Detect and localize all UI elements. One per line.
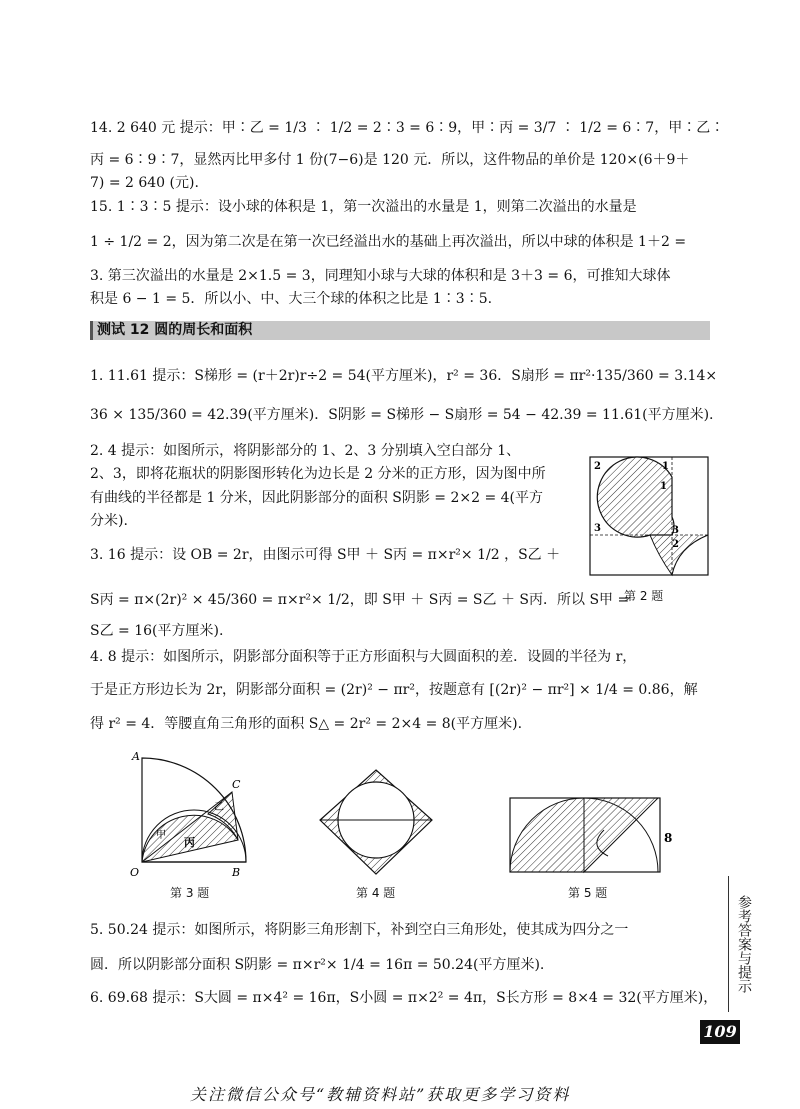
q1-line2: 36 × 135/360 = 42.39(平方厘米)．S阴影 = S梯形 − S扇形 = 54 − 42.39 = 11.61(平方厘米). [90,407,714,423]
q2-line4: 分米). [90,513,128,529]
figure-3 [128,748,248,878]
figure-4 [316,768,436,878]
footer-note: 关注微信公众号“教辅资料站”获取更多学习资料 [190,1085,571,1104]
fig2-label-1a: 1 [662,461,669,472]
fig2-label-2a: 2 [594,461,601,472]
q5-line1: 5. 50.24 提示：如图所示，将阴影三角形割下，补到空白三角形处，使其成为四分之一 [90,922,629,938]
q6-line1: 6. 69.68 提示：S大圆 = π×4² = 16π，S小圆 = π×2² = 4π，S长方形 = 8×4 = 32(平方厘米)， [90,990,718,1006]
fig2-caption: 第 2 题 [624,589,664,603]
fig3-label-bing: 丙 [184,836,195,849]
q2-line2: 2、3，即将花瓶状的阴影图形转化为边长是 2 分米的正方形，因为图中所 [90,466,546,482]
side-label: 参考答案与提示 [728,876,759,1012]
fig2-label-1b: 1 [660,481,667,492]
q14-line1: 14. 2 640 元 提示：甲∶乙 = 1/3 ∶ 1/2 = 2∶3 = 6∶9，甲∶丙 = 3/7 ∶ 1/2 = 6∶7，甲∶乙∶ [90,120,725,136]
q15-line3: 3. 第三次溢出的水量是 2×1.5 = 3，同理知小球与大球的体积和是 3＋3 = 6，可推知大球体 [90,268,671,284]
q3-line2: S丙 = π×(2r)² × 45/360 = π×r²× 1/2，即 S甲 ＋ S丙 = S乙 ＋ S丙．所以 S甲 = [90,592,630,608]
fig5-label-8: 8 [664,831,673,845]
section-title: 测试 12 圆的周长和面积 [90,321,710,340]
fig3-label-o: O [130,866,140,878]
q4-line3: 得 r² = 4．等腰直角三角形的面积 S△ = 2r² = 2×4 = 8(平方厘米). [90,716,523,732]
q15-line4: 积是 6 − 1 = 5．所以小、中、大三个球的体积之比是 1∶3∶5. [90,291,493,307]
q2-line3: 有曲线的半径都是 1 分米，因此阴影部分的面积 S阴影 = 2×2 = 4(平方 [90,490,544,506]
figure-2 [588,455,712,579]
fig4-caption: 第 4 题 [356,886,396,900]
q3-line3: S乙 = 16(平方厘米). [90,623,224,639]
q1-line1: 1. 11.61 提示：S梯形 = (r＋2r)r÷2 = 54(平方厘米)，r² = 36．S扇形 = πr²·135/360 = 3.14× [90,368,718,384]
fig5-caption: 第 5 题 [568,886,608,900]
fig3-caption: 第 3 题 [170,886,210,900]
fig5-quarter-shaded [510,798,584,872]
q14-line3: 7) = 2 640 (元). [90,175,199,191]
fig2-label-2b: 2 [672,539,679,550]
fig3-label-c: C [232,778,241,791]
fig5-triangle-shaded [584,798,658,872]
q14-line2: 丙 = 6∶9∶7，显然丙比甲多付 1 份(7−6)是 120 元．所以，这件物品的单价是 120×(6＋9＋ [90,152,690,168]
q15-line1: 15. 1∶3∶5 提示：设小球的体积是 1，第一次溢出的水量是 1，则第二次溢出的水量是 [90,199,637,215]
fig3-label-a: A [132,750,140,763]
figure-5 [508,796,678,876]
q15-line2: 1 ÷ 1/2 = 2，因为第二次是在第一次已经溢出水的基础上再次溢出，所以中球的体积是 1＋2 = [90,234,687,250]
q4-line2: 于是正方形边长为 2r，阴影部分面积 = (2r)² − πr²，按题意有 [(2r)² − πr²] × 1/4 = 0.86，解 [90,682,698,698]
fig3-label-yi: 乙 [214,802,224,813]
fig3-label-b: B [232,866,241,878]
page-number: 109 [700,1020,740,1044]
q2-line1: 2. 4 提示：如图所示，将阴影部分的 1、2、3 分别填入空白部分 1、 [90,443,521,459]
fig2-lower-shape [650,535,708,575]
fig3-label-jia: 甲 [156,830,166,841]
q5-line2: 圆．所以阴影部分面积 S阴影 = π×r²× 1/4 = 16π = 50.24(平方厘米). [90,957,545,973]
q4-line1: 4. 8 提示：如图所示，阴影部分面积等于正方形面积与大圆面积的差．设圆的半径为 r， [90,649,637,665]
fig2-label-3a: 3 [594,523,601,534]
fig2-label-3b: 3 [672,525,679,536]
q3-line1: 3. 16 提示：设 OB = 2r，由图示可得 S甲 ＋ S丙 = π×r²× 1/2 ，S乙 ＋ [90,547,561,563]
